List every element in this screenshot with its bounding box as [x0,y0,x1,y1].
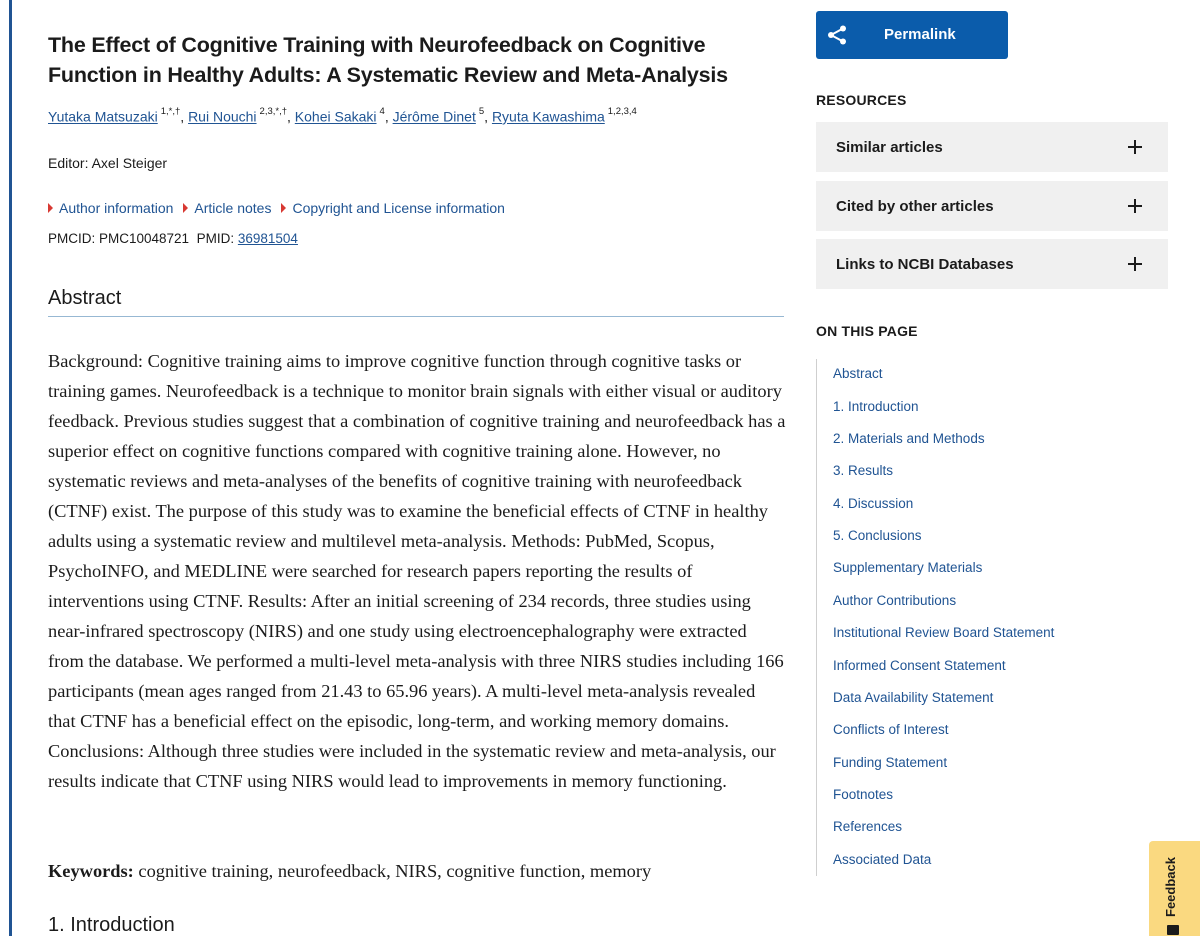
toc-link[interactable]: Abstract [833,366,883,381]
expand-triangle-icon [48,203,53,213]
pmcid: PMCID: PMC10048721 [48,231,190,246]
toc-link[interactable]: References [833,819,903,834]
accordion-label: Cited by other articles [836,197,994,215]
introduction-heading: 1. Introduction [48,914,175,936]
permalink-button[interactable] [816,11,1008,59]
on-this-page-nav [816,359,1177,876]
toc-link[interactable]: Footnotes [833,787,894,802]
toc-link[interactable]: Author Contributions [833,593,957,608]
resources-heading: RESOURCES [816,92,907,108]
article-identifiers [48,231,298,246]
info-link-label: Author information [59,200,174,216]
ncbi-databases-accordion[interactable] [816,239,1168,289]
plus-icon [1128,140,1142,154]
author-information-toggle[interactable] [48,200,173,216]
plus-icon [1128,257,1142,271]
expand-triangle-icon [281,203,286,213]
author-link[interactable]: Rui Nouchi [188,108,257,125]
author-affiliation: 4 [379,106,385,117]
author-link[interactable]: Jérôme Dinet [392,108,476,125]
toc-link[interactable]: Supplementary Materials [833,560,983,575]
keywords-line [48,856,784,886]
article-info-links [48,200,505,216]
toc-link[interactable]: 5. Conclusions [833,528,922,543]
toc-link[interactable]: 3. Results [833,463,894,478]
info-link-label: Article notes [194,200,272,216]
abstract-heading: Abstract [48,287,784,317]
toc-link[interactable]: Associated Data [833,852,932,867]
toc-link[interactable]: 2. Materials and Methods [833,431,985,446]
author-affiliation: 5 [478,106,485,117]
share-icon [826,25,848,45]
author-link[interactable]: Kohei Sakaki [294,108,377,125]
on-this-page-heading: ON THIS PAGE [816,323,918,339]
toc-link[interactable]: Institutional Review Board Statement [833,625,1055,640]
author-link[interactable]: Yutaka Matsuzaki [48,108,158,125]
pmid-label: PMID: [196,231,235,246]
author-list: Yutaka Matsuzaki $^{1,*,\dagger}$, Rui Nouchi $^{2,3,*,\dagger}$, Kohei Sakaki $^4$, Jérôme Dinet $^5$, Ryuta Kawashima $^{1,2,3,4}$ [48,106,637,125]
plus-icon [1128,199,1142,213]
expand-triangle-icon [183,203,188,213]
author-affiliation: 1,2,3,4 [607,106,637,117]
keywords-list: cognitive training, neurofeedback, NIRS, cognitive function, memory [138,861,652,881]
article-title: The Effect of Cognitive Training with Neurofeedback on Cognitive Function in Healthy Adults: A Systematic Review and Meta-Analysis [48,33,728,87]
article-notes-toggle[interactable] [183,200,271,216]
author-affiliation: 2,3,*,† [259,106,288,117]
similar-articles-accordion[interactable] [816,122,1168,172]
permalink-label: Permalink [884,26,956,43]
toc-link[interactable]: Informed Consent Statement [833,658,1006,673]
feedback-icon [1167,925,1179,935]
feedback-tab[interactable] [1149,841,1200,936]
author-affiliation: 1,*,† [160,106,181,117]
accordion-label: Links to NCBI Databases [836,255,1014,273]
toc-link[interactable]: Conflicts of Interest [833,722,949,737]
copyright-license-toggle[interactable] [281,200,504,216]
toc-link[interactable]: Funding Statement [833,755,948,770]
cited-by-accordion[interactable] [816,181,1168,231]
info-link-label: Copyright and License information [292,200,505,216]
left-accent-rule [9,0,12,936]
abstract-text: Background: Cognitive training aims to improve cognitive function through cognitive tasks or training games. Neurofeedback is a technique to monitor brain signals with either visual or auditory feedback. Previous studies suggest that a combination of cognitive training and neurofeedback has a superior effect on cognitive functions compared with cognitive training alone. However, no systematic reviews and meta-analyses of the benefits of cognitive training with neurofeedback (CTNF) exist. The purpose of this study was to examine the beneficial effects of CTNF in healthy adults using a systematic review and multilevel meta-analysis. Methods: PubMed, Scopus, PsychoINFO, and MEDLINE were searched for research papers reporting the results of interventions using CTNF. Results: After an initial screening of 234 records, three studies using near-infrared spectroscopy (NIRS) and one study using electroencephalography were extracted from the database. We performed a multi-level meta-analysis with three NIRS studies including 166 participants (mean ages ranged from 21.43 to 65.96 years). A multi-level meta-analysis revealed that CTNF has a beneficial effect on the episodic, long-term, and working memory domains. Conclusions: Although three studies were included in the systematic review and meta-analysis, our results indicate that CTNF using NIRS would lead to improvements in memory functioning. [48,351,786,791]
toc-link[interactable]: 4. Discussion [833,496,914,511]
editor-line: Editor: Axel Steiger [48,155,168,171]
keywords-label: Keywords: [48,861,134,881]
feedback-label: Feedback [1163,857,1178,917]
toc-link[interactable]: 1. Introduction [833,399,919,414]
accordion-label: Similar articles [836,138,943,156]
author-link[interactable]: Ryuta Kawashima [491,108,605,125]
pmid-link[interactable]: 36981504 [237,231,298,246]
toc-link[interactable]: Data Availability Statement [833,690,994,705]
